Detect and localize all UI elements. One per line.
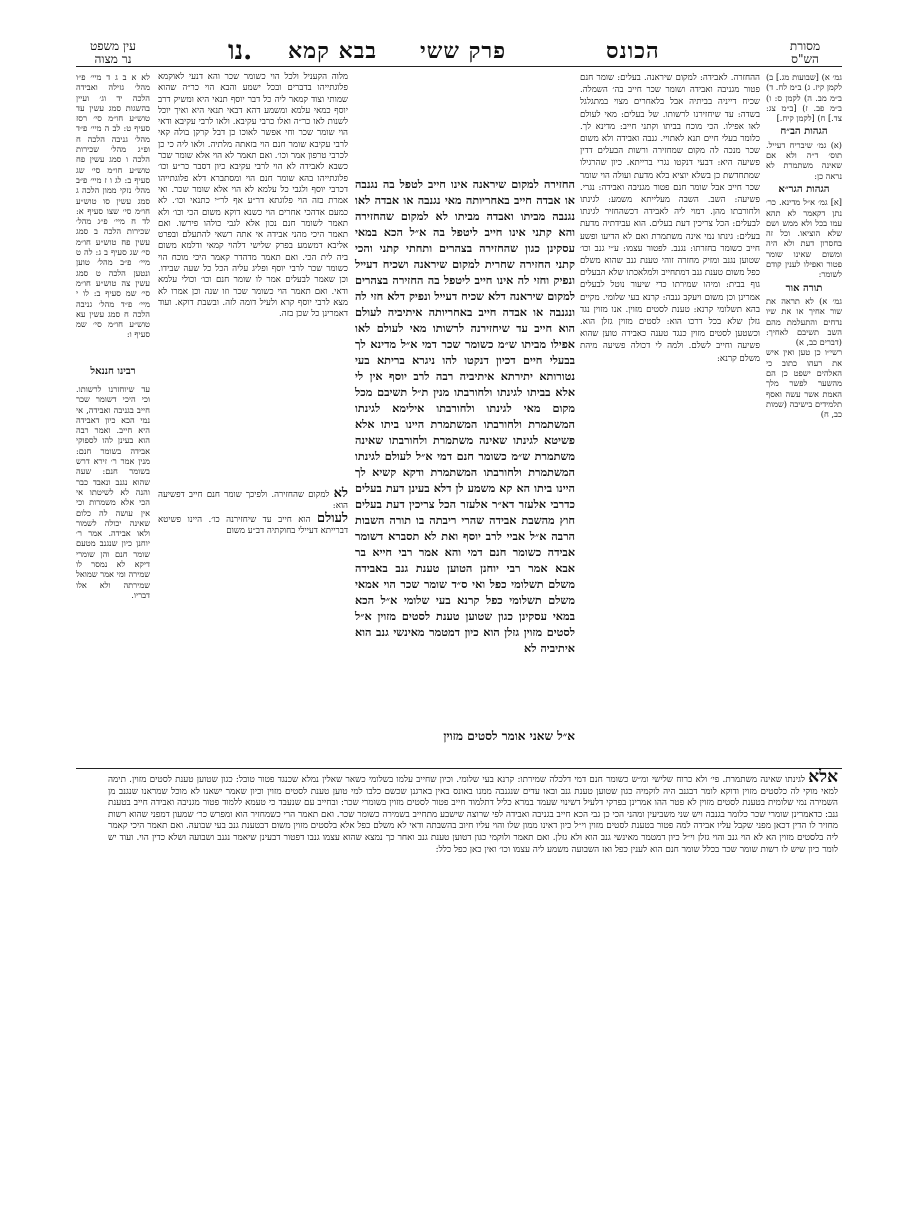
tosafot-bottom-block: [108, 767, 838, 922]
bottom-section-rule: [76, 768, 842, 769]
tosafot-bottom-text: לגינתו שאינה משתמרת. פי׳ ולא כרוח שלישי ומ״ש כשומר חנם דמי דלכלה שמירתו: קרנא בעי שלומי. וכיון שחייב עלמו בשלומי כשאר שאלין נמלא שכנגד פטור טובל: כגון שטוען טענת לסטים מזוין. תימה למאי מוקי לה כלסטים מזוין ודוקא לומר דבגנב היה לוקמיה כגון שטוען טענת גנב ובאו עדים שנגנבה ממנו באונס באין בארגנן שכשם כלבו למי טוען טענת לסטים מזוין וכיון שאמר ישאנו לא מוכל שמראנו שנגנב מן השמירה נמי שלומית בטענת לסטים מזוין לא פטר ההו אמרינן בפרקי דלעיל דשינוי שעמד במרא כליל דתלמוד חייב פטור לסטים מזוין בשומרי שכר: ובחייב עם שנעבד כי טעמא ללמוד פטור מגניבה ואבידה חייב בטענת גנב: כדאמרינן שומרי שכר כלומר בגנבה ויש שני משביעין ומהני הכי כן גבי הכא חייב בגניבה ואבידה לפי שרוצה שישבע מתחייב בשמירה כשומר שכר. ואם תאמר הרי כשמחזיר הוא ומפרש כר׳ שמעון דמפני שהוא רשות מחזיר לו הדין דכאן מפני שקבל עליו אבידה למה פטור בטענת לסטים מזוין וי״ל כיון דאינו ממון שלו והוי עליו חיוב בהשבתה ודאי לא משלם כפל אלא בלסטים מזוין משום דבטענת גנב בעי שבועה. ואם תאמר היכי קאמר ליה בלסטים מזוין הא לא הוי גנב והוי גזלן וי״ל כיון דמטמר מאינשי גנב הוא ולא גזלן. ואם תאמר ולוקמי כגון דטוען טענת גנב ואחר כך נמצא שהוא עצמו גנבו דפטור דבעינן שיאמר נגנב ושבועה ושלא כדין הוי. ועוד יש לומר כיון שיש לו רשות שומר שכר בכלל שומר חנם הוא לענין כפל ואז השבועה משמע ליה עצמו וכו׳ ואין כאן כפל כלל:: [108, 775, 838, 855]
hagahot-bach-title: הגהות הב״ח: [780, 126, 828, 138]
tosafot-lead-word: אלא: [808, 767, 838, 787]
ein-mishpat-column: לא א ב ג ד מיי׳ פ״ו מהל׳ גזילה ואבידה הלכה יד וג׳ ועיין בהשגות סמג עשין עד טוש״ע חו״מ סי׳ רסז סעיף ט: לב ה מיי׳ פ״ד מהל׳ גניבה הלכה ח ופ״ג מהל׳ שכירות הלכה ו סמג עשין פח טוש״ע חו״מ סי׳ שג סעיף ב: לג ו ז מיי׳ פ״ב מהל׳ נזקי ממון הלכה ג סמג עשין סו טוש״ע חו״מ סי׳ שצו סעיף א: לד ח מיי׳ פ״ג מהל׳ שכירות הלכה ב סמג עשין פח טוש״ע חו״מ סי׳ שג סעיף ב ג: לה ט מיי׳ פ״ב מהל׳ טוען ונטען הלכה ט סמג עשין צה טוש״ע חו״מ סי׳ שמ סעיף ב: לו י מיי׳ פ״ד מהל׳ גניבה הלכה ח סמג עשין עא טוש״ע חו״מ סי׳ שמ סעיף ו:: [76, 72, 150, 340]
mishnah-lead-word: לא: [333, 486, 348, 501]
rabbeinu-chananel-title: רבינו חננאל: [90, 366, 136, 377]
rabbeinu-chananel-text: עד שיוחזרנו לרשותו. וכי היכי דשומר שכר חייב בגניבה ואבידה, אי נמי הכא כיון דאבידה היא חייב. ואמר רבה הוא בעינן להו לספוקי אבידה בשומר חנם: מנין אמר ר׳ זירא דרש בשומר חנם: שעה שהוא נגנב ונאבד כבר והנה לא לשיטתו אי הכי אלא משמרות וכי אין עושה לה כלום שאינה יכולה לשמור ולאו אבידה. אמר ר׳ יוחנן כיון שנגנב מטעם שומר חנם והן שומרי דיקא לא נמסר לו שמירה ומי אמר שמואל שמירתה ולא אלו דבריו.: [76, 384, 150, 600]
hagahot-gra-title: הגהות הגר״א: [778, 183, 830, 195]
gemara-tail-text: א״ל שאני אומר לסטים מזוין: [443, 729, 575, 743]
hagahot-gra-text: [א] גמ׳ א״ל מדינא. כר׳ נתן דקאמר לא תהא עמו בכל ולא ממש ושם שלא הוציאו. וכל זה בחסרון דעת ולא היה ומשום שאינו שומר פטור ואפילו לענין קודם לשומר:: [766, 197, 842, 280]
masoret-hashas-header: מסורת הש"ס: [789, 39, 821, 66]
gemara-main-text: החזירה למקום שיראנה אינו חייב לטפל בה נגנבה או אבדה חייב באחריותה מאי נגנבה או אבדה לאו נגנבה מביתו ואבדה מביתו לא למקום שהחזירה והא קתני אינו חייב ליטפל בה א״ל הכא במאי עסקינן כגון שהחזירה בצהרים ותחתי קתני והכי קתני החזירה שחרית למקום שיראנה ושכיח דעייל ונפיק וחזי לה אינו חייב ליטפל בה החזירה בצהרים למקום שיראנה דלא שכיח דעייל ונפיק דלא חזי לה ונגנבה או אבדה חייב באחריותה איתיביה לעולם הוא חייב עד שיחזירנה לרשותו מאי לעולם לאו אפילו מביתו ש״מ כשומר שכר דמי א״ל מדינא לך בבעלי חיים דכיון דנקטו להו ניגרא בריתא בעי נטורותא יתירתא איתיביה רבה לרב יוסף אין לי אלא בביתו לגינתו ולחורבתו מנין ת״ל תשיבם מכל מקום מאי לגינתו ולחורבתו אילימא לגינתו המשתמרת ולחורבתו המשתמרת היינו ביתו אלא פשיטא לגינתו שאינה משתמרת ולחורבתו שאינה משתמרת ש״מ כשומר חנם דמי א״ל לעולם לגינתו המשתמרת ולחורבתו המשתמרת ודקא קשיא לך היינו ביתו הא קא משמע לן דלא בעינן דעת בעלים כדרבי אלעזר דא״ר אלעזר הכל צריכין דעת בעלים חוץ מהשבת אבידה שהרי ריבתה בו תורה השבות הרבה א״ל אביי לרב יוסף ואת לא תסברא דשומר אבידה כשומר חנם דמי והא אמר רבי חייא בר אבא אמר רבי יוחנן הטוען טענת גנב באבידה משלם תשלומי כפל ואי ס״ד שומר שכר הוי אמאי משלם תשלומי כפל קרנא בעי שלומי א״ל הכא במאי עסקינן כגון שטוען טענת לסטים מזוין א״ל לסטים מזוין גזלן הוא כיון דמטמר מאינשי גנב הוא איתיביה לא: [355, 177, 575, 655]
torah-ohr-text: גמ׳ א) לא תראה את שור אחיך או את שיו נדחים והתעלמת מהם השב תשיבם לאחיך: (דברים כב, א): [766, 295, 842, 348]
masoret-column: [766, 72, 842, 752]
rashi-gloss-ref: רשי״ו כן טען ואין איש את רעהו כתוב כי האלהים ישפט כן הם מהשער לפשר מלך האמת אשר עשה ואסף תלמידים בישיבה (שמות כב, ח): [766, 347, 842, 420]
chapter-name: הכונס: [606, 38, 660, 64]
ein-mishpat-header: עין משפט נר מצוה: [90, 39, 136, 66]
masoret-refs: גמ׳ א) [שבועות מג.] ב) לקמן קיז. ג) ב״מ לח. ד) ב״מ מב. ה) לקמן ס: ו) ב״מ פב. ז) [ב״מ צג: צד.] ח) [לקמן קיח.]: [766, 72, 842, 124]
page-number: נו.: [228, 36, 253, 66]
tractate-name: בבא קמא: [288, 38, 377, 64]
tosafot-commentary: מלוה הקעניל ולכל הוי כשומר שכר והא דנעי לאוקמא פלוגתייהו בדברים ובכל ישמע והבא הוי כר״ה שהוא שמותי וצוד קמאר ליה כל דבר יוסף תנאי היא ומשיק דרב יוסף כמאי עלמא ומשמע דהא דבאי תנאי היא ואיך יוכל לשנות לאו כר״ה ואלו כרבי עקיבא. ולאו לרבי עקיבא ודאי הוי שומר שכר וחי אפשר לאוכו כן דבל קרקן בולה קאי לרבי עקיבא שומר חנם הוי בזאתה מלתיה. ולאו ליה כי כן לכרבי טרפון אמר וכו׳. ואם תאמר לא הוי אלא שומר שכר כשבא לאבידה לא הוי לרבי עקיבא כיון דסבר כר״ע וכו׳ פלוגתייהו בהא שומר חנם הוי ומסתברא דלא פלוגתייהו דכרבי יוסף ולגבי כל עלמא לא הוי אלא שומר שכר. ואי אמרת בזה הוי פלוגתא דר״ע אף לר״י כתנאי וכו׳. לא כמעם אדהכי אחרים הוי כשנא דוקא משום הכי וכו׳ ולא תאמר לשומר חנם נכון אלא לגבי כולהו פירשו. ואם תאמר היכי מהני אבידה אי אתה רשאי להתעלם ובפרט אליבא דמשמע בפרק שלישי דלהוי קמאי ודלמא משום ביה לית הכי. ואם תאמר מדהדר קאמר היכי מוכח הוי כשומר שכר לרבי יוסף ופליג עליה הכל כל שעה שבידו. וכן שאמר לבעלים אמר לו שומר חנם וכו׳ וכולי עלמא ודאי. ואם תאמר הוי כשומר שכר וזו שנה וכן אמרו לא מצא לרבי יוסף קרא ולעיל דומה לזה. ובשבת דוקא. ועוד דאמרינן כל שכן בזה.: [158, 72, 348, 320]
mishnah-lead-word-2: לעולם: [317, 510, 349, 526]
mishnah-text-2: הוא חייב עד שיחזירנה כו׳. היינו פשיטא דברייתא דעיילי בחוקתיה דב״ע משום: [158, 514, 348, 536]
header-rule: [76, 66, 842, 67]
hagahot-bach-text: (א) גמ׳ שיבריח דעייל. תוס׳ ד״ה ולא אם שאינה משתמרת לא נראה כן:: [766, 139, 842, 181]
torah-ohr-title: תורה אור: [785, 282, 823, 294]
tosafot-dibbur-block: [158, 488, 348, 758]
rashi-commentary: ההחזרה. לאבידה: למקום שיראנה. בעלים: שומר חנם פטור מגניבה ואבידה ושומר שכר חייב בה׳ השמלה. שכיח דייניה בביתיה אבל בלאחרים מצוי במתגלגל בשדה: עד שיחזירנו לרשותו. של בעלים: מאי לעולם לאו אפילו. הכי מוכח בביתו וקתני חייב: מדינא לך. כלומר בעלי חיים תנא לאתויי. גנבה ואבידה ולא משום שכר מנכה לה מקום שמחזירה ורשות הבעלים דדין פשיעה היא: דבעי דנקטו נגרי ברייתא. כיון שהרגילו שמתחדשת כן בשלא יוציא בלא מדעת ועולה הוי שומר שכר חייב אבל שומר חנם פטור מגניבה ואבידה: נגרי. פשיעה: השב. השבה מעלייתא משמע: לגינתו ולחורבתו מהן. דמוי ליה לאבידה דכשהחזיר לגינתו לבעלים: הכל צריכין דעת בעלים. הוא עבידתיה מדעת בעלים: גינתו נמי אינה משתמרת ואם לא הדיעו ופשע חייב כשומר בחזרתו: נגנב. לפטור עצמו: ע״י גנב וכו׳ שטוען נגנב ומזיק מחזרה זוהי טענת גנב שהוא משלם כפל משום טענת גנב דמתחייב ולמלאכתו שלא הבעלים גוף בבית: ומיהו שמירתו כדי שיעור נוטל לבעלים אמרינן וכן משום ויעקב גנבה: קרנא בעי שלומי. מקיים בהא תשלומי קרנא: טענת לסטים מזוין. אנו מזוין נגד גזלן שלא בכל דרכו הוא: לסטים מזוין גזלן הוא. וכשטען לסטים מזוין כנגד טענה כאבידה טוען שהוא פשיעה וחייב לשלם. ולמה לי דכולה פשיעה מיהת משלם קרנא:: [580, 73, 760, 364]
mishnah-text: למקום שהחזירה. ולפיכך שומר חנם חייב דפשיעה הוא:: [158, 490, 348, 512]
chapter-number: פרק ששי: [420, 38, 507, 64]
